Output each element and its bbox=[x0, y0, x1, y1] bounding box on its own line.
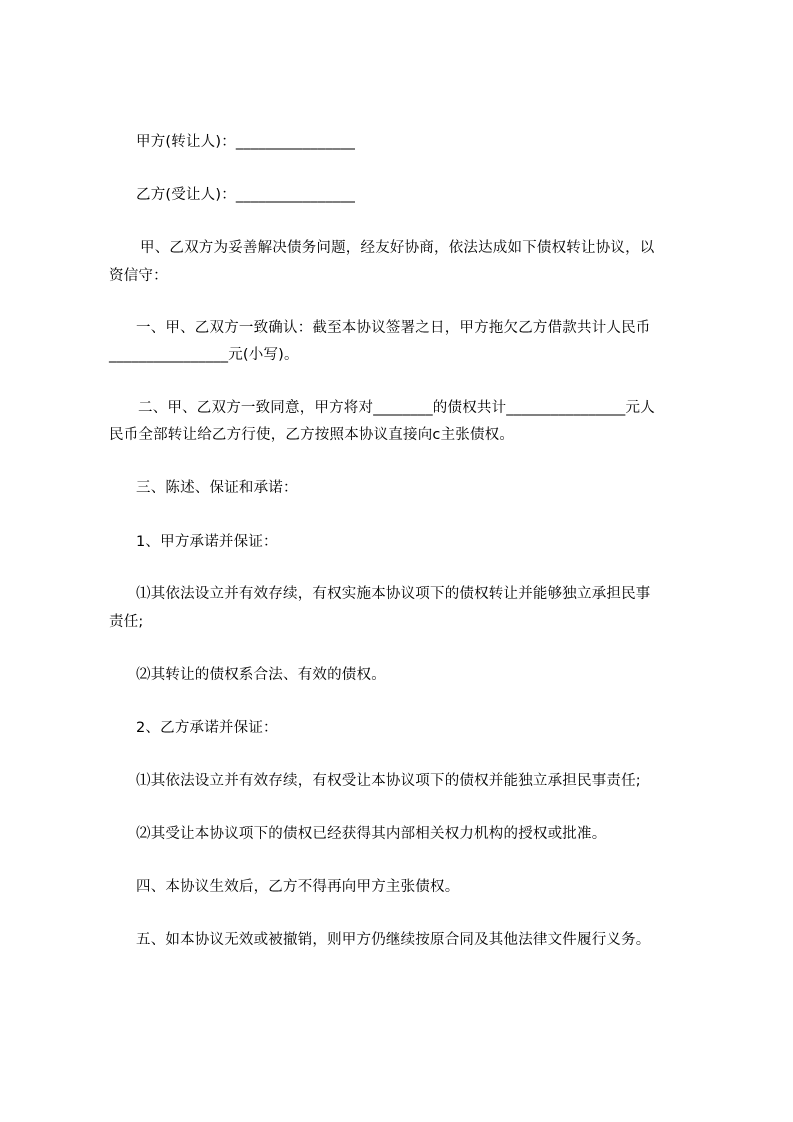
sub1-item1-line2: 责任; bbox=[109, 614, 144, 630]
clause3-title: 三、陈述、保证和承诺： bbox=[136, 480, 298, 496]
sub2-item2: ⑵其受让本协议项下的债权已经获得其内部相关权力机构的授权或批准。 bbox=[136, 826, 607, 842]
sub1-title: 1、甲方承诺并保证： bbox=[136, 534, 278, 550]
clause4: 四、本协议生效后，乙方不得再向甲方主张债权。 bbox=[136, 879, 460, 895]
sub1-item2: ⑵其转让的债权系合法、有效的债权。 bbox=[136, 667, 386, 683]
clause5: 五、如本协议无效或被撤销，则甲方仍继续按原合同及其他法律文件履行义务。 bbox=[136, 932, 651, 948]
clause1-line2: ________________元(小写)。 bbox=[109, 347, 299, 363]
sub2-title: 2、乙方承诺并保证： bbox=[136, 720, 278, 736]
clause2-line1: 二、甲、乙双方一致同意，甲方将对________的债权共计________________元人 bbox=[138, 400, 655, 416]
party-b-line: 乙方(受让人)：________________ bbox=[136, 187, 356, 203]
intro-paragraph-line2: 资信守： bbox=[109, 268, 168, 284]
sub1-item1-line1: ⑴其依法设立并有效存续，有权实施本协议项下的债权转让并能够独立承担民事 bbox=[136, 586, 651, 602]
clause1-line1: 一、甲、乙双方一致确认：截至本协议签署之日，甲方拖欠乙方借款共计人民币 bbox=[136, 320, 651, 336]
clause2-line2: 民币全部转让给乙方行使，乙方按照本协议直接向c主张债权。 bbox=[109, 427, 515, 443]
intro-paragraph-line1: 甲、乙双方为妥善解决债务问题，经友好协商，依法达成如下债权转让协议，以 bbox=[140, 240, 655, 256]
sub2-item1: ⑴其依法设立并有效存续，有权受让本协议项下的债权并能独立承担民事责任; bbox=[136, 773, 641, 789]
party-a-line: 甲方(转让人)：________________ bbox=[136, 134, 356, 150]
